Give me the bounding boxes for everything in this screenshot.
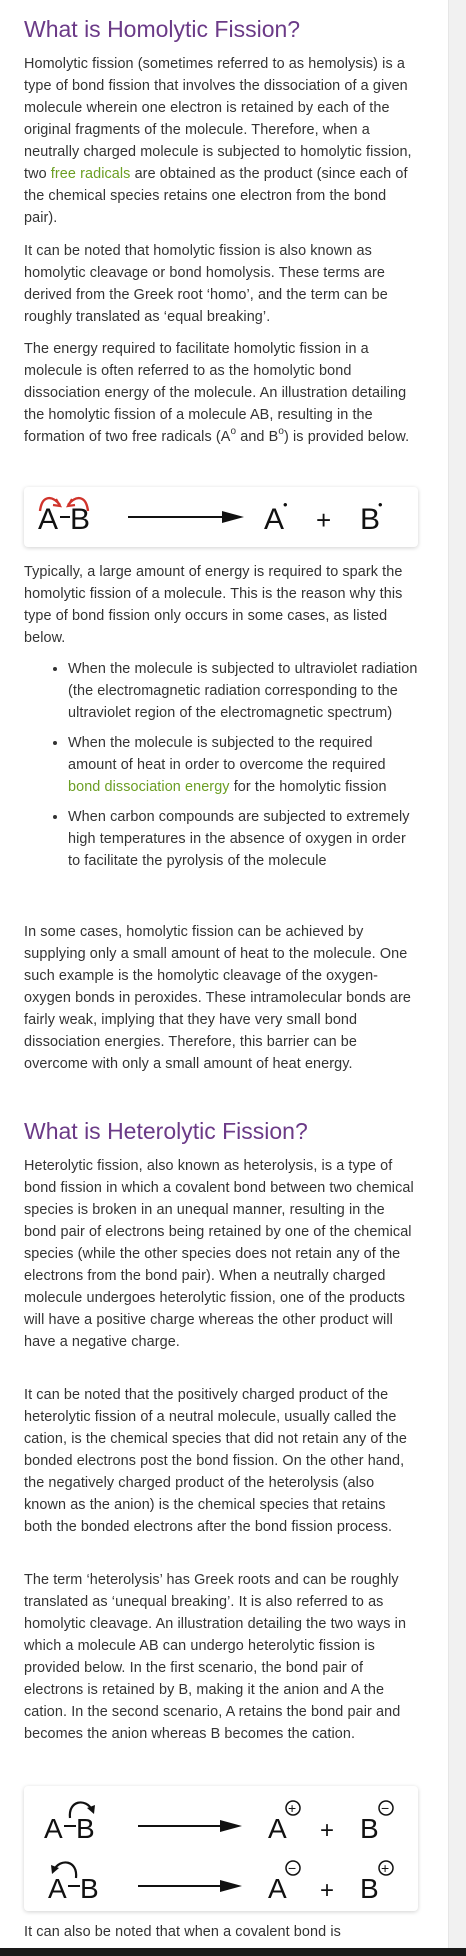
heterolytic-heading: What is Heterolytic Fission? <box>24 1118 308 1144</box>
heterolytic-paragraph-3: The term ‘heterolysis’ has Greek roots and can be roughly translated as ‘unequal breaking’. It is also referred to as homolytic cleavage. An illustration detailing the two ways in which a molecule AB can undergo heterolytic fission is provided below. In the first scenario, the bond pair of electrons is retained by B, making it the anion and A the cation. In the second scenario, A retains the bond pair and becomes the anion whereas B becomes the cation. <box>24 1572 407 1742</box>
plus-sign: + <box>316 505 332 535</box>
homolytic-paragraph-3: The energy required to facilitate homolytic fission in a molecule is often referred to as the homolytic bond dissociation energy of the molecule. An illustration detailing the homolytic fission of a molecule AB, resulting in the formation of two free radicals ($A^o$ and $B^o$) is provided below. <box>24 341 410 445</box>
right-atom-a: A <box>264 503 285 536</box>
bottom-bar <box>0 1948 466 1956</box>
row2-anion-a: A <box>268 1873 287 1904</box>
heterolytic-paragraph-1: Heterolytic fission, also known as heterolysis, is a type of bond fission in which a covalent bond between two chemical species is broken in an unequal manner, resulting in the bond pair of electrons being retained by one of the chemical species (while the other species does not retain any of the electrons from the bond pair). When a neutrally charged molecule undergoes heterolytic fission, one of the products will have a positive charge whereas the other product will have a negative charge. <box>24 1158 414 1350</box>
left-atom-a: A <box>38 503 59 536</box>
homolytic-paragraph-4: Typically, a large amount of energy is required to spark the homolytic fission of a molecule. This is the reason why this type of bond fission only occurs in some cases, as listed below. <box>24 564 403 646</box>
heterolytic-paragraph-4: It can also be noted that when a covalent bond is <box>24 1924 341 1940</box>
vertical-scrollbar[interactable] <box>448 0 466 1956</box>
row1-atom-a: A <box>44 1813 63 1844</box>
row1-cation-a: A <box>268 1813 287 1844</box>
list-item: • When carbon compounds are subjected to extremely high temperatures in the absence of oxygen in order to facilitate the pyrolysis of the molecule <box>68 806 418 872</box>
list-item: • When the molecule is subjected to the required amount of heat in order to overcome the required bond dissociation energy for the homolytic fission <box>68 732 418 798</box>
heterolytic-fission-diagram <box>24 1786 418 1911</box>
heterolytic-paragraph-2: It can be noted that the positively charged product of the heterolytic fission of a neutral molecule, usually called the cation, is the chemical species that did not retain any of the bonded electrons post the bond fission. On the other hand, the negatively charged product of the heterolysis (also known as the anion) is the chemical species that retains both the bonded electrons after the bond fission process. <box>24 1387 407 1535</box>
row2-cation-b: B <box>360 1873 379 1904</box>
row1-anion-b: B <box>360 1813 379 1844</box>
row2-negative-charge: − <box>288 1860 297 1876</box>
row1-plus: + <box>320 1817 335 1844</box>
right-atom-b: B <box>360 503 381 536</box>
row1-positive-charge: + <box>288 1800 297 1816</box>
row1-negative-charge: − <box>381 1800 390 1816</box>
homolytic-paragraph-5: In some cases, homolytic fission can be achieved by supplying only a small amount of heat to the molecule. One such example is the homolytic cleavage of the oxygen-oxygen bonds in peroxides. These intramolecular bonds are fairly weak, implying that they have very small bond dissociation energies. Therefore, this barrier can be overcome with only a small amount of heat energy. <box>24 924 412 1072</box>
homolytic-paragraph-1: Homolytic fission (sometimes referred to as hemolysis) is a type of bond fission that involves the dissociation of a given molecule wherein one electron is retained by each of the original fragments of the molecule. Therefore, when a neutrally charged molecule is subjected to homolytic fission, two free radicals are obtained as the product (since each of the chemical species retains one electron from the bond pair). <box>24 56 412 226</box>
row2-atom-a: A <box>48 1873 67 1904</box>
free-radicals-link[interactable]: free radicals <box>50 166 131 182</box>
left-atom-b: B <box>70 503 91 536</box>
row1-atom-b: B <box>76 1813 95 1844</box>
homolytic-heading: What is Homolytic Fission? <box>24 16 301 42</box>
radical-dot-a: • <box>283 497 288 512</box>
row2-atom-b: B <box>80 1873 99 1904</box>
radical-dot-b: • <box>378 497 383 512</box>
homolytic-fission-svg <box>24 487 418 547</box>
homolytic-paragraph-2: It can be noted that homolytic fission is also known as homolytic cleavage or bond homolysis. These terms are derived from the Greek root ‘homo’, and the term can be roughly translated as ‘equal breaking’. <box>24 243 388 325</box>
list-item: • When the molecule is subjected to ultraviolet radiation (the electromagnetic radiation corresponding to the ultraviolet region of the electromagnetic spectrum) <box>68 658 418 724</box>
bond-dissociation-energy-link[interactable]: bond dissociation energy <box>68 779 230 795</box>
row2-positive-charge: + <box>381 1860 390 1876</box>
heterolytic-fission-svg <box>24 1786 418 1911</box>
homolytic-fission-diagram <box>24 487 418 547</box>
row2-plus: + <box>320 1877 335 1904</box>
homolytic-conditions-list <box>24 658 418 880</box>
